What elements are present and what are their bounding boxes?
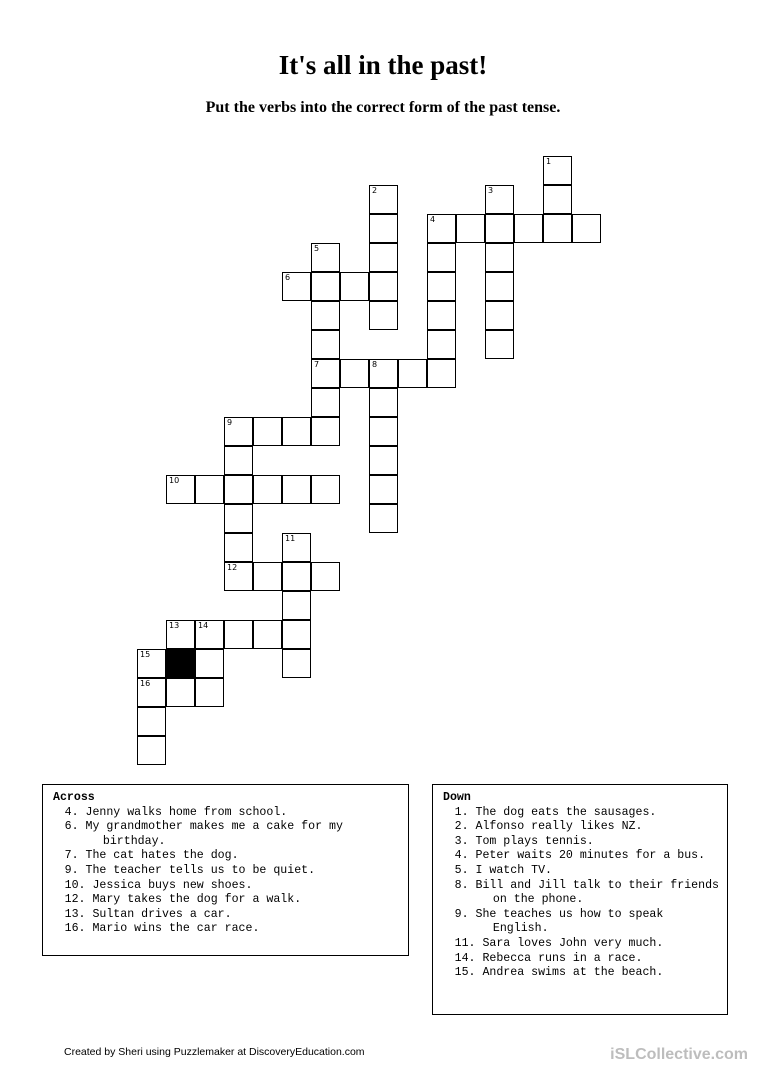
clue-number: 8 [372,360,378,369]
down-clue: 3. Tom plays tennis. [454,834,594,848]
across-clue: 16. Mario wins the car race. [64,922,260,936]
crossword-cell[interactable] [485,214,514,243]
crossword-cell[interactable] [427,330,456,359]
crossword-cell[interactable] [282,649,311,678]
crossword-cell[interactable] [282,417,311,446]
crossword-cell[interactable] [253,417,282,446]
footer-credit: Created by Sheri using Puzzlemaker at DiscoveryEducation.com [64,1046,365,1058]
crossword-cell[interactable] [485,272,514,301]
crossword-cell[interactable] [369,185,398,214]
crossword-cell[interactable] [485,301,514,330]
clue-number: 2 [372,186,378,195]
down-clue: 4. Peter waits 20 minutes for a bus. [454,849,706,863]
crossword-cell[interactable] [311,243,340,272]
crossword-cell[interactable] [195,620,224,649]
down-clue: 8. Bill and Jill talk to their friends on the phone. [454,878,719,907]
crossword-cell[interactable] [543,214,572,243]
down-clues-box [432,784,728,1015]
crossword-cell[interactable] [224,562,253,591]
crossword-cell[interactable] [253,475,282,504]
crossword-cell[interactable] [311,388,340,417]
crossword-cell[interactable] [340,359,369,388]
crossword-cell[interactable] [195,475,224,504]
crossword-cell[interactable] [224,446,253,475]
crossword-cell[interactable] [311,359,340,388]
across-clue: 6. My grandmother makes me a cake for my birthday. [64,820,343,848]
worksheet-title: It's all in the past! [278,50,488,80]
worksheet-instructions: Put the verbs into the correct form of the past tense. [205,99,561,116]
crossword-cell[interactable] [369,417,398,446]
crossword-cell[interactable] [253,562,282,591]
crossword-cell[interactable] [282,591,311,620]
crossword-cell[interactable] [427,359,456,388]
down-header: Down [443,791,471,804]
crossword-cell[interactable] [137,736,166,765]
crossword-cell[interactable] [369,272,398,301]
clue-number: 5 [314,244,320,253]
crossword-cell[interactable] [195,678,224,707]
down-clue: 9. She teaches us how to speak English. [454,907,664,936]
across-clue: 10. Jessica buys new shoes. [64,878,253,892]
clue-number: 14 [198,621,209,630]
crossword-cell[interactable] [456,214,485,243]
crossword-cell[interactable] [427,272,456,301]
crossword-cell[interactable] [166,620,195,649]
crossword-cell[interactable] [485,330,514,359]
crossword-cell[interactable] [137,649,166,678]
clue-number: 1 [546,157,552,166]
crossword-cell[interactable] [166,678,195,707]
clue-number: 10 [169,476,180,485]
crossword-cell[interactable] [485,243,514,272]
clue-number: 12 [227,563,238,572]
crossword-cell[interactable] [282,272,311,301]
clue-number: 15 [140,650,151,659]
down-clue: 1. The dog eats the sausages. [454,805,657,819]
across-clue: 4. Jenny walks home from school. [64,805,288,819]
across-header: Across [53,791,95,804]
crossword-cell[interactable] [311,417,340,446]
crossword-cell[interactable] [485,185,514,214]
crossword-cell[interactable] [311,475,340,504]
down-clue-list [443,806,719,981]
crossword-cell[interactable] [427,243,456,272]
clue-number: 16 [140,679,151,688]
across-clue: 7. The cat hates the dog. [64,849,239,863]
crossword-cell[interactable] [543,185,572,214]
crossword-cell[interactable] [369,214,398,243]
crossword-cell[interactable] [224,504,253,533]
crossword-cell[interactable] [282,533,311,562]
down-clue: 11. Sara loves John very much. [454,936,664,950]
crossword-cell[interactable] [282,620,311,649]
crossword-cell[interactable] [311,272,340,301]
clue-number: 3 [488,186,494,195]
clue-number: 7 [314,360,320,369]
across-clue: 13. Sultan drives a car. [64,907,232,921]
across-clue: 9. The teacher tells us to be quiet. [64,863,316,877]
across-clue: 12. Mary takes the dog for a walk. [64,893,302,907]
crossword-cell[interactable] [311,330,340,359]
down-clue: 15. Andrea swims at the beach. [454,966,664,980]
crossword-cell[interactable] [572,214,601,243]
crossword-cell[interactable] [427,301,456,330]
crossword-cell[interactable] [369,388,398,417]
crossword-cell[interactable] [369,504,398,533]
crossword-cell[interactable] [137,678,166,707]
crossword-cell[interactable] [311,562,340,591]
crossword-cell[interactable] [137,707,166,736]
crossword-cell[interactable] [369,475,398,504]
clue-number: 4 [430,215,436,224]
crossword-cell[interactable] [224,533,253,562]
crossword-cell[interactable] [282,475,311,504]
crossword-cell[interactable] [427,214,456,243]
clue-number: 9 [227,418,233,427]
across-clue-list [53,806,400,937]
crossword-cell[interactable] [369,446,398,475]
down-clue: 14. Rebecca runs in a race. [454,951,643,965]
down-clue: 5. I watch TV. [454,863,553,877]
clue-number: 11 [285,534,296,543]
crossword-cell[interactable] [514,214,543,243]
crossword-cell[interactable] [369,243,398,272]
clue-number: 13 [169,621,180,630]
crossword-cell[interactable] [398,359,427,388]
crossword-cell[interactable] [369,301,398,330]
brand-watermark: iSLCollective.com [610,1046,748,1063]
crossword-cell[interactable] [195,649,224,678]
down-clue: 2. Alfonso really likes NZ. [454,820,643,834]
crossword-cell[interactable] [224,417,253,446]
crossword-cell[interactable] [311,301,340,330]
crossword-cell[interactable] [224,620,253,649]
across-clues-box [42,784,409,956]
crossword-cell[interactable] [340,272,369,301]
crossword-cell[interactable] [253,620,282,649]
crossword-cell[interactable] [369,359,398,388]
crossword-cell[interactable] [543,156,572,185]
crossword-black-cell [166,649,195,678]
crossword-cell[interactable] [166,475,195,504]
crossword-cell[interactable] [282,562,311,591]
crossword-cell[interactable] [224,475,253,504]
clue-number: 6 [285,273,291,282]
